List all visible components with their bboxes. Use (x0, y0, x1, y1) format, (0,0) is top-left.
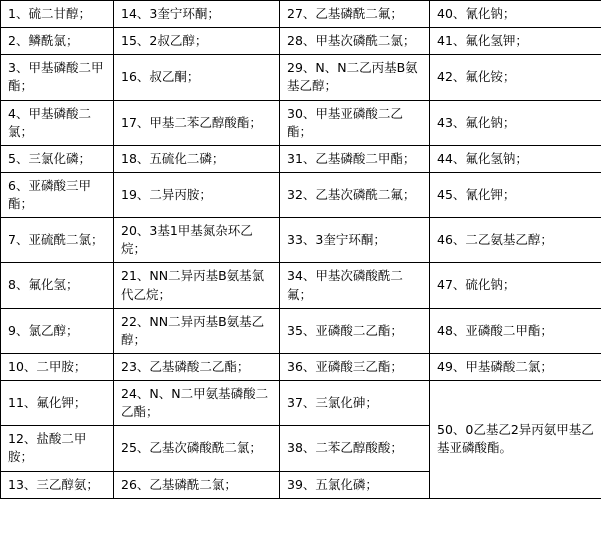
table-cell: 39、五氯化磷； (280, 471, 430, 498)
table-cell: 19、二异丙胺； (114, 172, 280, 217)
table-cell: 45、氰化钾； (430, 172, 601, 217)
table-row (1, 308, 601, 353)
table-cell: 23、乙基磷酸二乙酯； (114, 353, 280, 380)
table-cell: 27、乙基磷酰二氟； (280, 1, 430, 28)
table-cell: 38、二苯乙醇酸酸； (280, 426, 430, 471)
table-cell: 42、氟化铵； (430, 55, 601, 100)
table-cell: 17、甲基二苯乙醇酸酯； (114, 100, 280, 145)
table-cell: 16、叔乙酮； (114, 55, 280, 100)
table-cell: 24、N、N二甲氨基磷酸二乙酯； (114, 381, 280, 426)
table-cell: 25、乙基次磷酸酰二氯； (114, 426, 280, 471)
table-cell: 28、甲基次磷酰二氯； (280, 28, 430, 55)
table-cell: 1、硫二甘醇； (1, 1, 114, 28)
table-cell: 10、二甲胺； (1, 353, 114, 380)
table-cell: 15、2叔乙醇； (114, 28, 280, 55)
table-cell: 33、3奎宁环酮； (280, 218, 430, 263)
table-row (1, 381, 601, 426)
table-cell: 12、盐酸二甲胺； (1, 426, 114, 471)
table-cell: 43、氟化钠； (430, 100, 601, 145)
table-cell: 9、氯乙醇； (1, 308, 114, 353)
table-cell: 41、氟化氢钾； (430, 28, 601, 55)
table-cell: 13、三乙醇氨； (1, 471, 114, 498)
table-cell: 47、硫化钠； (430, 263, 601, 308)
table-cell: 34、甲基次磷酸酰二氟； (280, 263, 430, 308)
table-row (1, 353, 601, 380)
table-cell: 30、甲基亚磷酸二乙酯； (280, 100, 430, 145)
table-cell: 26、乙基磷酰二氯； (114, 471, 280, 498)
table-cell: 49、甲基磷酸二氯； (430, 353, 601, 380)
table-row (1, 100, 601, 145)
table-cell: 40、氰化钠； (430, 1, 601, 28)
table-cell: 31、乙基磷酸二甲酯； (280, 145, 430, 172)
table-row (1, 28, 601, 55)
table-cell: 44、氟化氢钠； (430, 145, 601, 172)
table-cell: 32、乙基次磷酰二氟； (280, 172, 430, 217)
table-cell: 35、亚磷酸二乙酯； (280, 308, 430, 353)
table-cell: 14、3奎宁环酮； (114, 1, 280, 28)
table-cell: 21、NN二异丙基B氨基氯代乙烷； (114, 263, 280, 308)
table-cell: 2、鳞酰氯； (1, 28, 114, 55)
table-row (1, 263, 601, 308)
table-cell: 11、氟化钾； (1, 381, 114, 426)
table-cell: 48、亚磷酸二甲酯； (430, 308, 601, 353)
table-cell: 36、亚磷酸三乙酯； (280, 353, 430, 380)
table-cell: 22、NN二异丙基B氨基乙醇； (114, 308, 280, 353)
table-cell: 8、氟化氢； (1, 263, 114, 308)
table-row (1, 172, 601, 217)
table-cell: 37、三氯化砷； (280, 381, 430, 426)
table-cell: 18、五硫化二磷； (114, 145, 280, 172)
table-cell: 4、甲基磷酸二氯； (1, 100, 114, 145)
table-cell: 5、三氯化磷； (1, 145, 114, 172)
table-cell: 29、N、N二乙丙基B氨基乙醇； (280, 55, 430, 100)
table-cell: 6、亚磷酸三甲酯； (1, 172, 114, 217)
table-row (1, 1, 601, 28)
table-cell: 46、二乙氨基乙醇； (430, 218, 601, 263)
table-row (1, 55, 601, 100)
table-row (1, 218, 601, 263)
table-cell: 50、0乙基乙2异丙氨甲基乙基亚磷酸酯。 (430, 381, 601, 499)
table-cell: 7、亚硫酰二氯； (1, 218, 114, 263)
table-cell: 20、3基1甲基氮杂环乙烷； (114, 218, 280, 263)
table-cell: 3、甲基磷酸二甲酯； (1, 55, 114, 100)
table-row (1, 145, 601, 172)
